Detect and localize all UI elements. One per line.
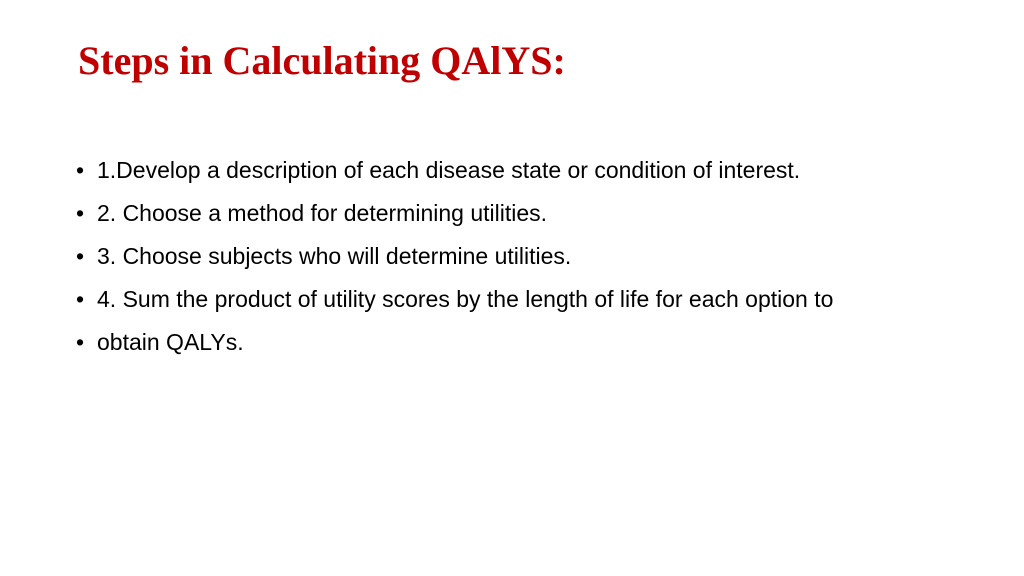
bullet-icon: • xyxy=(76,200,85,226)
bullet-text: 4. Sum the product of utility scores by the length of life for each option to xyxy=(97,286,834,312)
bullet-text: 3. Choose subjects who will determine utilities. xyxy=(97,243,572,269)
list-item xyxy=(76,197,976,230)
bullet-text: obtain QALYs. xyxy=(97,329,244,355)
bullet-icon: • xyxy=(76,286,85,312)
slide-title: Steps in Calculating QAlYS: xyxy=(78,38,566,83)
list-item xyxy=(76,154,976,187)
bullet-icon: • xyxy=(76,243,85,269)
bullet-list xyxy=(76,154,976,369)
bullet-icon: • xyxy=(76,157,85,183)
bullet-text: 1.Develop a description of each disease state or condition of interest. xyxy=(97,157,801,183)
list-item xyxy=(76,326,976,359)
bullet-icon: • xyxy=(76,329,85,355)
bullet-text: 2. Choose a method for determining utilities. xyxy=(97,200,548,226)
list-item xyxy=(76,283,976,316)
list-item xyxy=(76,240,976,273)
